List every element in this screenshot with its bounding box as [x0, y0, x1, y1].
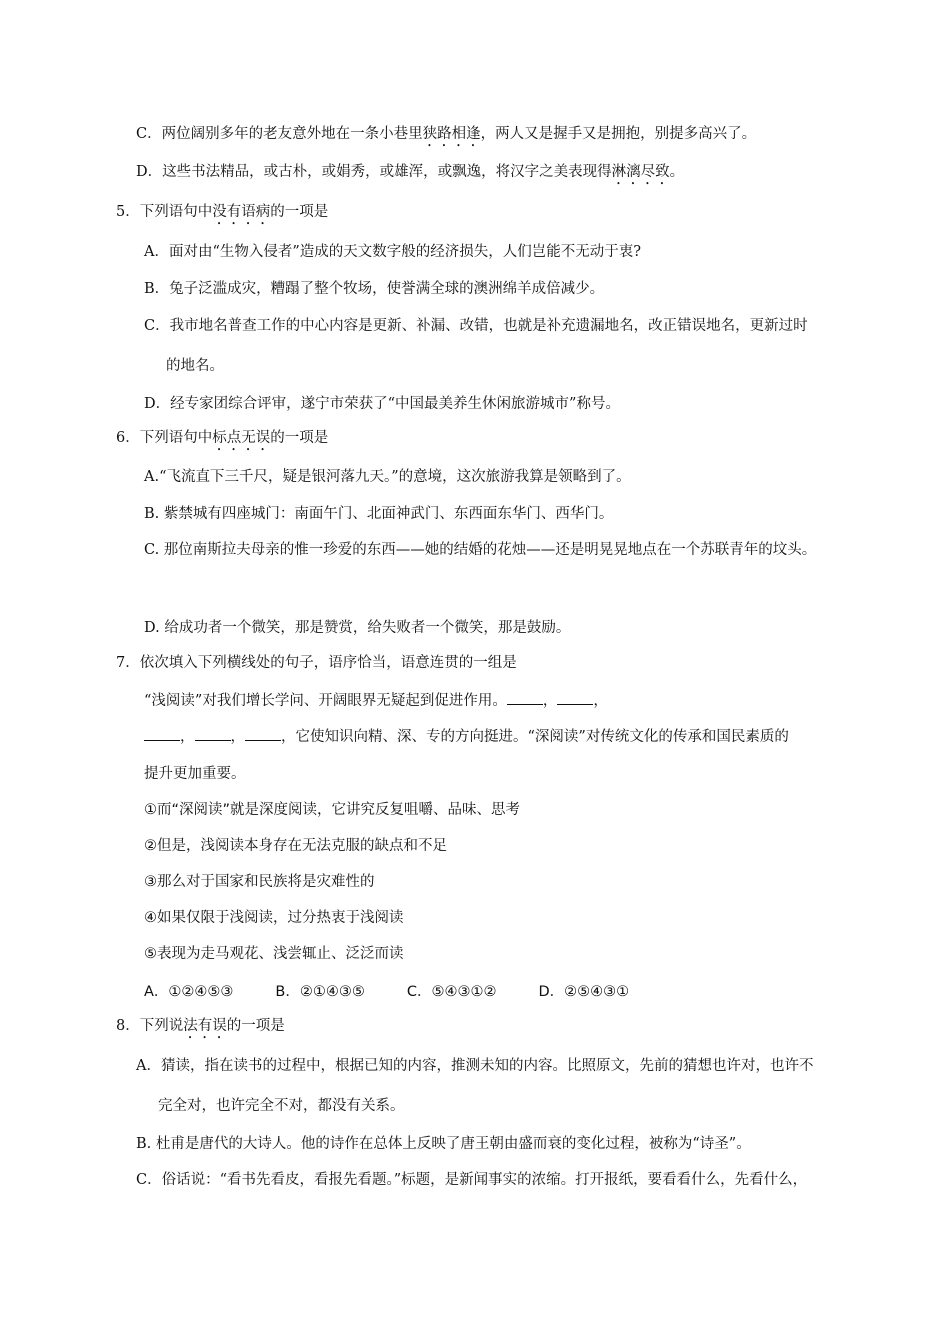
q7-passage-line2	[144, 726, 789, 747]
q6-stem-text-end: 的一项是	[270, 430, 329, 446]
q6-stem	[116, 428, 328, 454]
q8-stem	[116, 1016, 285, 1042]
comma: ，	[542, 693, 558, 709]
blank-4	[195, 726, 231, 741]
blank-2	[557, 690, 593, 705]
q6-option-c: C. 那位南斯拉夫母亲的惟一珍爱的东西——她的结婚的花烛——还是明晃晃地点在一个苏联青年的坟头。	[144, 542, 817, 558]
q4-c-emphasis: 狭路相逢	[422, 126, 481, 142]
q7-item-4: ④如果仅限于浅阅读，过分热衷于浅阅读	[144, 910, 404, 926]
q7-options	[144, 982, 671, 1002]
q7-option-a: A．①②④⑤③	[144, 984, 234, 1000]
q4-d-text-end: 。	[669, 164, 685, 180]
q5-option-c-line2: 的地名。	[166, 358, 224, 374]
comma: ，	[230, 729, 245, 745]
q4-c-text-end: ，两人又是握手又是拥抱，别提多高兴了。	[480, 126, 757, 142]
q7-passage-text-end: ，它使知识向精、深、专的方向挺进。“深阅读”对传统文化的传承和国民素质的	[281, 729, 789, 745]
q4-d-text: D．这些书法精品，或古朴，或娟秀，或雄浑，或飘逸，将汉字之美表现得	[136, 164, 612, 180]
q5-stem-text-end: 的一项是	[270, 204, 329, 220]
q8-option-a-line1: A．猜读，指在读书的过程中，根据已知的内容，推测未知的内容。比照原文，先前的猜想也许对，也许不	[136, 1058, 814, 1074]
q6-option-d: D. 给成功者一个微笑，那是赞赏，给失败者一个微笑，那是鼓励。	[144, 620, 571, 636]
q4-c-text: C．两位阔别多年的老友意外地在一条小巷里	[136, 126, 423, 142]
q7-passage-line3: 提升更加重要。	[144, 766, 246, 782]
q5-option-a: A．面对由“生物入侵者”造成的天文数字般的经济损失，人们岂能不无动于衷?	[144, 244, 642, 260]
q7-option-d: D．②⑤④③①	[538, 984, 630, 1000]
blank-1	[507, 690, 543, 705]
q7-option-c: C．⑤④③①②	[406, 984, 497, 1000]
q7-item-3: ③那么对于国家和民族将是灾难性的	[144, 874, 375, 890]
q7-item-5: ⑤表现为走马观花、浅尝辄止、泛泛而读	[144, 946, 404, 962]
q8-stem-text-end: 的一项是	[226, 1018, 285, 1034]
q7-option-b: B．②①④③⑤	[275, 984, 365, 1000]
q4-d-emphasis: 淋漓尽致	[611, 164, 670, 180]
q6-option-a: A.“飞流直下三千尺，疑是银河落九天。”的意境，这次旅游我算是领略到了。	[144, 469, 631, 485]
q8-option-a-line2: 完全对，也许完全不对，都没有关系。	[158, 1098, 405, 1114]
q7-item-1: ①而“深阅读”就是深度阅读，它讲究反复咀嚼、品味、思考	[144, 802, 521, 818]
blank-5	[245, 726, 281, 741]
q5-option-d: D．经专家团综合评审，遂宁市荣获了“中国最美养生休闲旅游城市”称号。	[144, 396, 620, 412]
q6-stem-text: 6．下列语句中	[116, 430, 213, 446]
q6-option-b: B. 紫禁城有四座城门：南面午门、北面神武门、东西面东华门、西华门。	[144, 506, 614, 522]
q4-option-d	[136, 162, 684, 188]
comma: ，	[180, 729, 195, 745]
blank-3	[144, 726, 180, 741]
q6-stem-emphasis: 标点无误	[212, 430, 271, 446]
q5-stem-emphasis: 没有语病	[212, 204, 271, 220]
q8-option-c: C．俗话说：“看书先看皮，看报先看题。”标题，是新闻事实的浓缩。打开报纸，要看看什么，先看什么，	[136, 1172, 808, 1188]
q5-stem	[116, 202, 328, 228]
q5-stem-text: 5．下列语句中	[116, 204, 213, 220]
q5-option-c-line1: C．我市地名普查工作的中心内容是更新、补漏、改错，也就是补充遗漏地名，改正错误地名，更新过时	[144, 318, 808, 334]
q8-stem-emphasis: 法有误	[183, 1018, 227, 1034]
q8-option-b: B. 杜甫是唐代的大诗人。他的诗作在总体上反映了唐王朝由盛而衰的变化过程，被称为“诗圣”。	[136, 1136, 751, 1152]
q7-stem: 7．依次填入下列横线处的句子，语序恰当，语意连贯的一组是	[116, 655, 517, 671]
q5-option-b: B．兔子泛滥成灾，糟蹋了整个牧场，使誉满全球的澳洲绵羊成倍减少。	[144, 281, 605, 297]
q7-item-2: ②但是，浅阅读本身存在无法克服的缺点和不足	[144, 838, 447, 854]
q7-passage-text: “浅阅读”对我们增长学问、开阔眼界无疑起到促进作用。	[144, 693, 507, 709]
q7-passage-line1	[144, 690, 608, 711]
comma: ，	[593, 693, 608, 709]
q8-stem-text: 8．下列说	[116, 1018, 184, 1034]
q4-option-c	[136, 124, 756, 150]
